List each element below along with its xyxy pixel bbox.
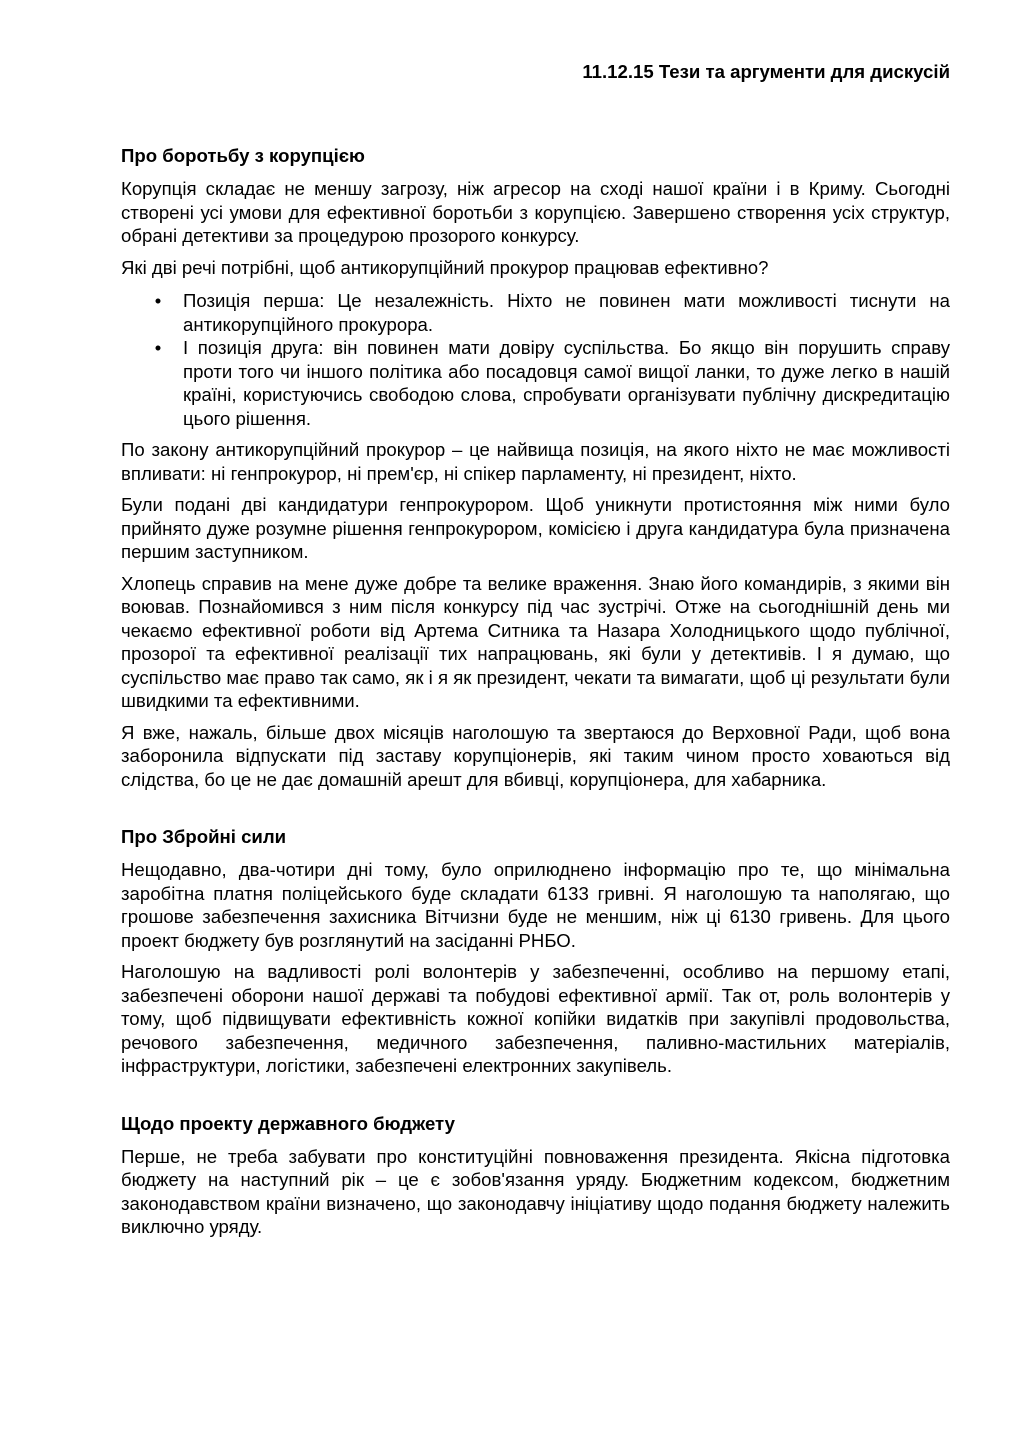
- bullet-dot-icon: •: [154, 290, 162, 311]
- document-date-title: 11.12.15 Тези та аргументи для дискусій: [582, 61, 950, 82]
- bullet-item: [121, 336, 950, 430]
- bullet-text: І позиція друга: він повинен мати довіру суспільства. Бо якщо він порушить справу проти того чи іншого політика або посадовця самої вищої ланки, то дуже легко в нашій країні, користуючись свободою слова, спробувати організувати публічну дискредитацію цього рішення.: [183, 337, 950, 429]
- paragraph: Які дві речі потрібні, щоб антикорупційний прокурор працював ефективно?: [121, 256, 769, 278]
- paragraph: По закону антикорупційний прокурор – це найвища позиція, на якого ніхто не має можливості впливати: ні генпрокурор, ні прем'єр, ні спікер парламенту, ні президент, ніхто.: [121, 439, 950, 484]
- paragraph: Наголошую на вадливості ролі волонтерів у забезпеченні, особливо на першому етапі, забезпечені оборони нашої державі та побудові ефективної армії. Так от, роль волонтерів у тому, щоб підвищувати ефективність кожної копійки видатків при закупівлі продовольства, речового забезпечення, медичного забезпечення, паливно-мастильних матеріалів, інфраструктури, логістики, забезпечені електронних закупівель.: [121, 961, 950, 1076]
- section: [121, 1112, 950, 1239]
- paragraph: Хлопець справив на мене дуже добре та велике враження. Знаю його командирів, з якими він воював. Познайомився з ним після конкурсу під час зустрічі. Отже на сьогоднішній день ми чекаємо ефективної роботи від Артема Ситника та Назара Холодницького щодо публічної, прозорої та ефективної реалізації тих напрацювань, які були у детективів. І я думаю, що суспільство має право так само, як і я як президент, чекати та вимагати, щоб ці результати були швидкими та ефективними.: [121, 572, 950, 711]
- paragraph: Перше, не треба забувати про конституційні повноваження президента. Якісна підготовка бюджету на наступний рік – це є зобов'язання уряду. Бюджетним кодексом, бюджетним законодавством країни визначено, що законодавчу ініціативу щодо подання бюджету належить виключно уряду.: [121, 1145, 950, 1237]
- section-heading: Щодо проекту державного бюджету: [121, 1112, 455, 1134]
- paragraph: Я вже, нажаль, більше двох місяців наголошую та звертаюся до Верховної Ради, щоб вона заборонила відпускати під заставу корупціонерів, які таким чином просто ховаються від слідства, бо це не дає домашній арешт для вбивці, корупціонера, для хабарника.: [121, 721, 950, 790]
- paragraph: Були подані дві кандидатури генпрокурором. Щоб уникнути протистояння між ними було прийнято дуже розумне рішення генпрокурором, комісією і друга кандидатура була призначена першим заступником.: [121, 494, 950, 562]
- bullet-dot-icon: •: [154, 337, 162, 358]
- section-heading: Про боротьбу з корупцією: [121, 145, 365, 166]
- paragraph: Нещодавно, два-чотири дні тому, було оприлюднено інформацію про те, що мінімальна заробітна платня поліцейського буде складати 6133 гривні. Я наголошую та наполягаю, що грошове забезпечення захисника Вітчизни буде не меншим, ніж ці 6130 гривень. Для цього проект бюджету був розглянутий на засіданні РНБО.: [121, 859, 950, 951]
- bullet-list: [121, 289, 950, 430]
- section: [121, 825, 950, 1078]
- section-heading: Про Збройні сили: [121, 826, 287, 847]
- bullet-item: [121, 289, 950, 336]
- section: [121, 144, 950, 791]
- paragraph: Корупція складає не меншу загрозу, ніж агресор на сході нашої країни і в Криму. Сьогодні створені усі умови для ефективної боротьби з корупцією. Завершено створення усіх структур, обрані детективи за процедурою прозорого конкурсу.: [121, 178, 950, 246]
- document-body: [121, 144, 950, 1239]
- bullet-text: Позиція перша: Це незалежність. Ніхто не повинен мати можливості тиснути на антикорупційного прокурора.: [183, 290, 950, 335]
